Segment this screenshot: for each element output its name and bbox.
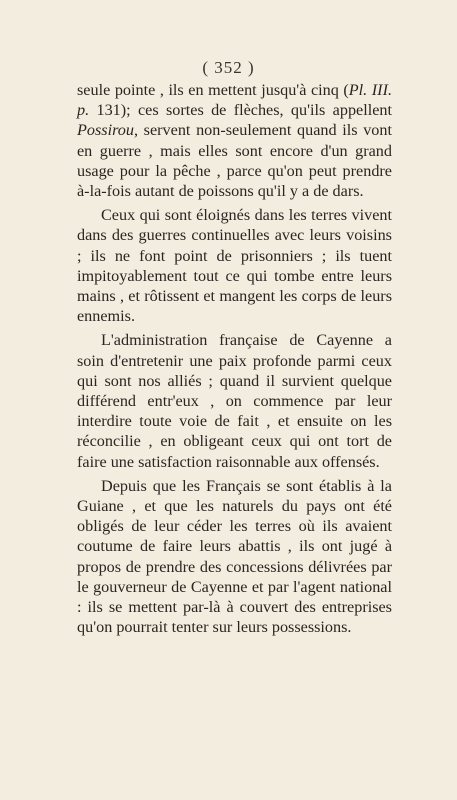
paragraph-2: Ceux qui sont éloignés dans les terres vivent dans des guerres continuelles avec leurs voisins ; ils ne font point de prisonniers ; ils tuent impitoyablement tout ce qui tombe entre leurs mains , et rôtissent et mangent les corps de leurs ennemis. (77, 206, 392, 326)
paragraph-3: L'administration française de Cayenne a soin d'entretenir une paix profonde parmi ceux qui sont nos alliés ; quand il survient quelque différend entr'eux , on commence par leur interdire toute voie de fait , et ensuite on les réconcilie , en obligeant ceux qui ont tort de faire une satisfaction raisonnable aux offensés. (77, 331, 392, 471)
paragraph-4: Depuis que les Français se sont établis à la Guiane , et que les naturels du pays ont été obligés de leur céder les terres où ils avaient coutume de faire leurs abattis , ils ont jugé à propos de prendre des concessions délivrées par le gouverneur de Cayenne et par l'agent national : ils se mettent par-là à couvert des entreprises qu'on pourrait tenter sur leurs possessions. (77, 476, 392, 637)
plate-reference: Pl. III. p. (77, 81, 393, 120)
paragraph-1 (77, 80, 392, 201)
paragraph-1-part-b: 131); ces sortes de flèches, qu'ils appellent (89, 101, 392, 120)
body-text (77, 80, 392, 641)
term-possirou: Possirou (77, 121, 134, 140)
paragraph-1-part-c: , servent non-seulement quand ils vont en guerre , mais elles sont encore d'un grand usage pour la pêche , parce qu'on peut prendre à-la-fois autant de poissons qu'il y a de dars. (77, 121, 392, 201)
page-number: ( 352 ) (202, 58, 255, 77)
paragraph-1-part-a: seule pointe , ils en mettent jusqu'à cinq ( (77, 81, 349, 99)
